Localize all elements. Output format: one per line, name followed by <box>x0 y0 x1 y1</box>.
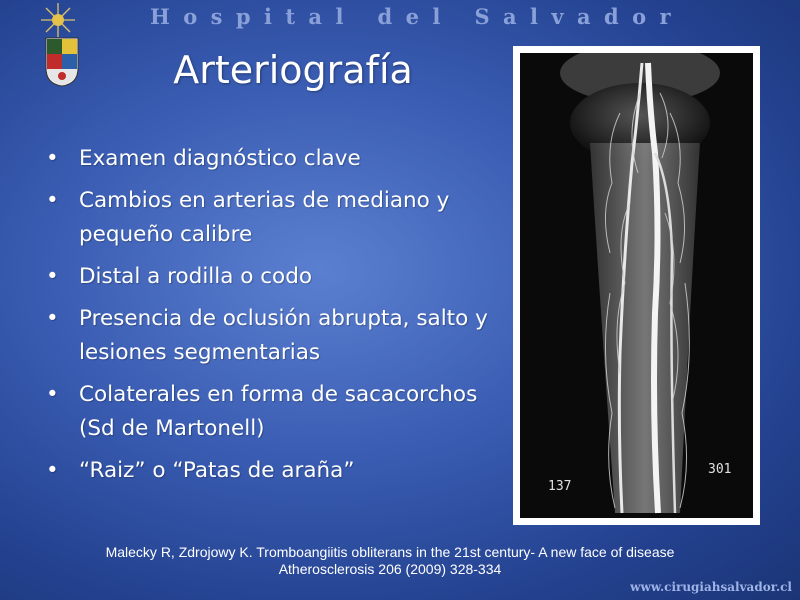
bullet-item: • “Raiz” o “Patas de araña” <box>46 454 501 488</box>
bullet-item: • Cambios en arterias de mediano y pequeño calibre <box>46 184 501 252</box>
arteriography-xray-image <box>520 53 753 518</box>
xray-annotation-137: 137 <box>548 479 572 494</box>
citation-line-1: Malecky R, Zdrojowy K. Tromboangiitis obliterans in the 21st century- A new face of disease <box>105 544 675 560</box>
bullet-item: • Presencia de oclusión abrupta, salto y lesiones segmentarias <box>46 302 501 370</box>
bullet-item: • Distal a rodilla o codo <box>46 260 501 294</box>
citation-line-2: Atherosclerosis 206 (2009) 328-334 <box>278 561 502 577</box>
bullet-list <box>46 142 501 496</box>
bullet-item: • Colaterales en forma de sacacorchos (Sd de Martonell) <box>46 378 501 446</box>
xray-annotation-301: 301 <box>708 462 732 477</box>
citation-reference <box>20 544 760 578</box>
website-url: www.cirugiahsalvador.cl <box>630 580 792 594</box>
hospital-header-title: Hospital del Salvador <box>150 4 684 29</box>
bullet-item: • Examen diagnóstico clave <box>46 142 501 176</box>
slide-title: Arteriografía <box>173 48 413 92</box>
arteriography-image-frame <box>513 46 760 525</box>
sun-emblem-logo <box>40 2 76 38</box>
